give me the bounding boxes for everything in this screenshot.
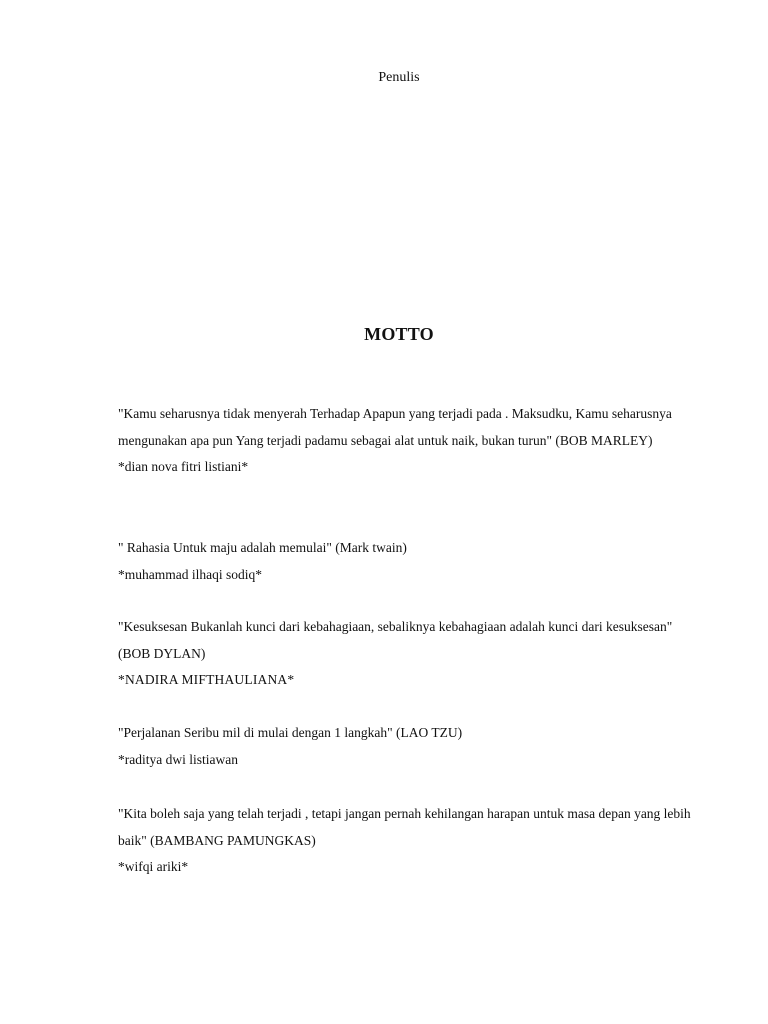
motto-item <box>118 720 698 773</box>
motto-item <box>118 801 698 881</box>
motto-quote: "Kesuksesan Bukanlah kunci dari kebahagiaan, sebaliknya kebahagiaan adalah kunci dari kesuksesan" (BOB DYLAN) <box>118 619 673 661</box>
motto-item <box>118 535 698 588</box>
motto-quote: "Perjalanan Seribu mil di mulai dengan 1 langkah" (LAO TZU) <box>118 725 463 740</box>
motto-quote: "Kamu seharusnya tidak menyerah Terhadap Apapun yang terjadi pada . Maksudku, Kamu seharusnya mengunakan apa pun Yang terjadi padamu sebagai alat untuk naik, bukan turun" (BOB MARLEY) <box>118 406 672 448</box>
section-title: MOTTO <box>364 324 434 344</box>
motto-author: *dian nova fitri listiani* <box>118 459 249 474</box>
motto-quote: "Kita boleh saja yang telah terjadi , tetapi jangan pernah kehilangan harapan untuk masa depan yang lebih baik" (BAMBANG PAMUNGKAS) <box>118 806 691 848</box>
motto-author: *NADIRA MIFTHAULIANA* <box>118 672 295 687</box>
motto-author: *muhammad ilhaqi sodiq* <box>118 566 262 582</box>
author-label: Penulis <box>378 70 420 85</box>
motto-quote: " Rahasia Untuk maju adalah memulai" (Mark twain) <box>118 540 407 555</box>
motto-author: *wifqi ariki* <box>118 859 189 874</box>
motto-author: *raditya dwi listiawan <box>118 751 238 767</box>
motto-item <box>118 614 698 694</box>
motto-item <box>118 401 698 481</box>
